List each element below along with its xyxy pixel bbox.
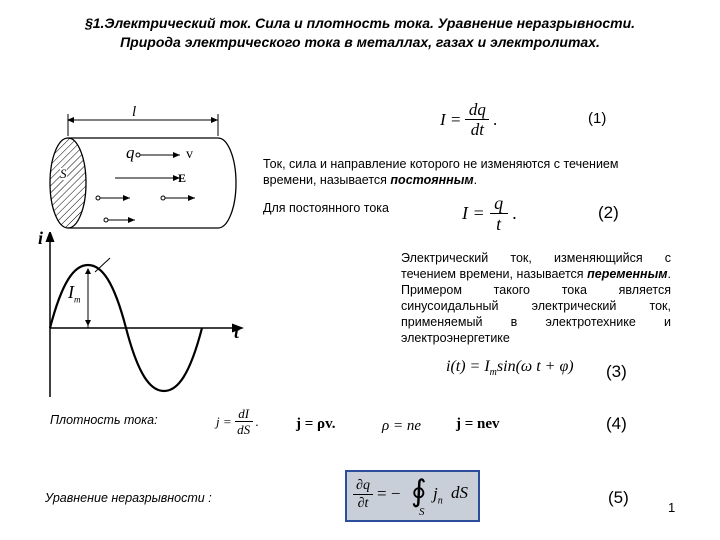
area-label: S xyxy=(60,166,67,181)
equation-3-number: (3) xyxy=(606,362,627,381)
constant-current-text: Ток, сила и направление которого не изменяются с течением времени, называется постоянным. xyxy=(263,157,619,187)
equation-4-rho-ne: ρ = ne xyxy=(382,418,421,434)
equation-4-density: j = $\frac{dI}{dS}$ . xyxy=(216,406,259,437)
graph-x-label: t xyxy=(234,322,240,342)
charge-label: q xyxy=(126,143,135,162)
equation-2: I = $\frac{q}{t}$ . xyxy=(462,193,518,234)
sine-graph xyxy=(40,232,250,402)
length-label: l xyxy=(132,104,137,120)
equation-1-number: (1) xyxy=(588,110,607,127)
equation-4-j-rho-v: j = ρv. xyxy=(296,416,336,432)
velocity-label: v xyxy=(186,147,193,162)
equation-3: $i(t) = I_m\sin(\omega$ t + φ) xyxy=(446,358,574,379)
continuity-label: Уравнение неразрывности : xyxy=(45,491,212,505)
equation-2-number: (2) xyxy=(598,203,619,222)
equation-4-j-nev: j = nev xyxy=(456,416,500,432)
graph-y-label: i xyxy=(38,228,44,248)
density-label: Плотность тока: xyxy=(50,413,158,427)
amplitude-label: $I_m$ xyxy=(68,282,81,305)
dc-label: Для постоянного тока xyxy=(263,201,389,215)
equation-4-number: (4) xyxy=(606,414,627,433)
page-title: §1.Электрический ток. Сила и плотность тока. Уравнение неразрывности. Природа электрического тока в металлах, газах и электролитах. xyxy=(84,15,636,50)
alternating-current-text: Электрический ток, изменяющийся с течением времени, называется переменным. Примером такого тока является синусоидальный электрический ток, применяемый в электротехнике и электроэнергетике xyxy=(401,251,671,345)
equation-1: I = $\frac{dq}{dt}$ . xyxy=(440,100,498,139)
equation-5-number: (5) xyxy=(608,488,629,507)
continuity-equation: ∂q ∂t = − ∮ S $j_n$ dS xyxy=(345,470,480,522)
page-number: 1 xyxy=(668,500,676,515)
conductor-figure xyxy=(30,100,280,235)
field-label: E xyxy=(178,171,187,185)
